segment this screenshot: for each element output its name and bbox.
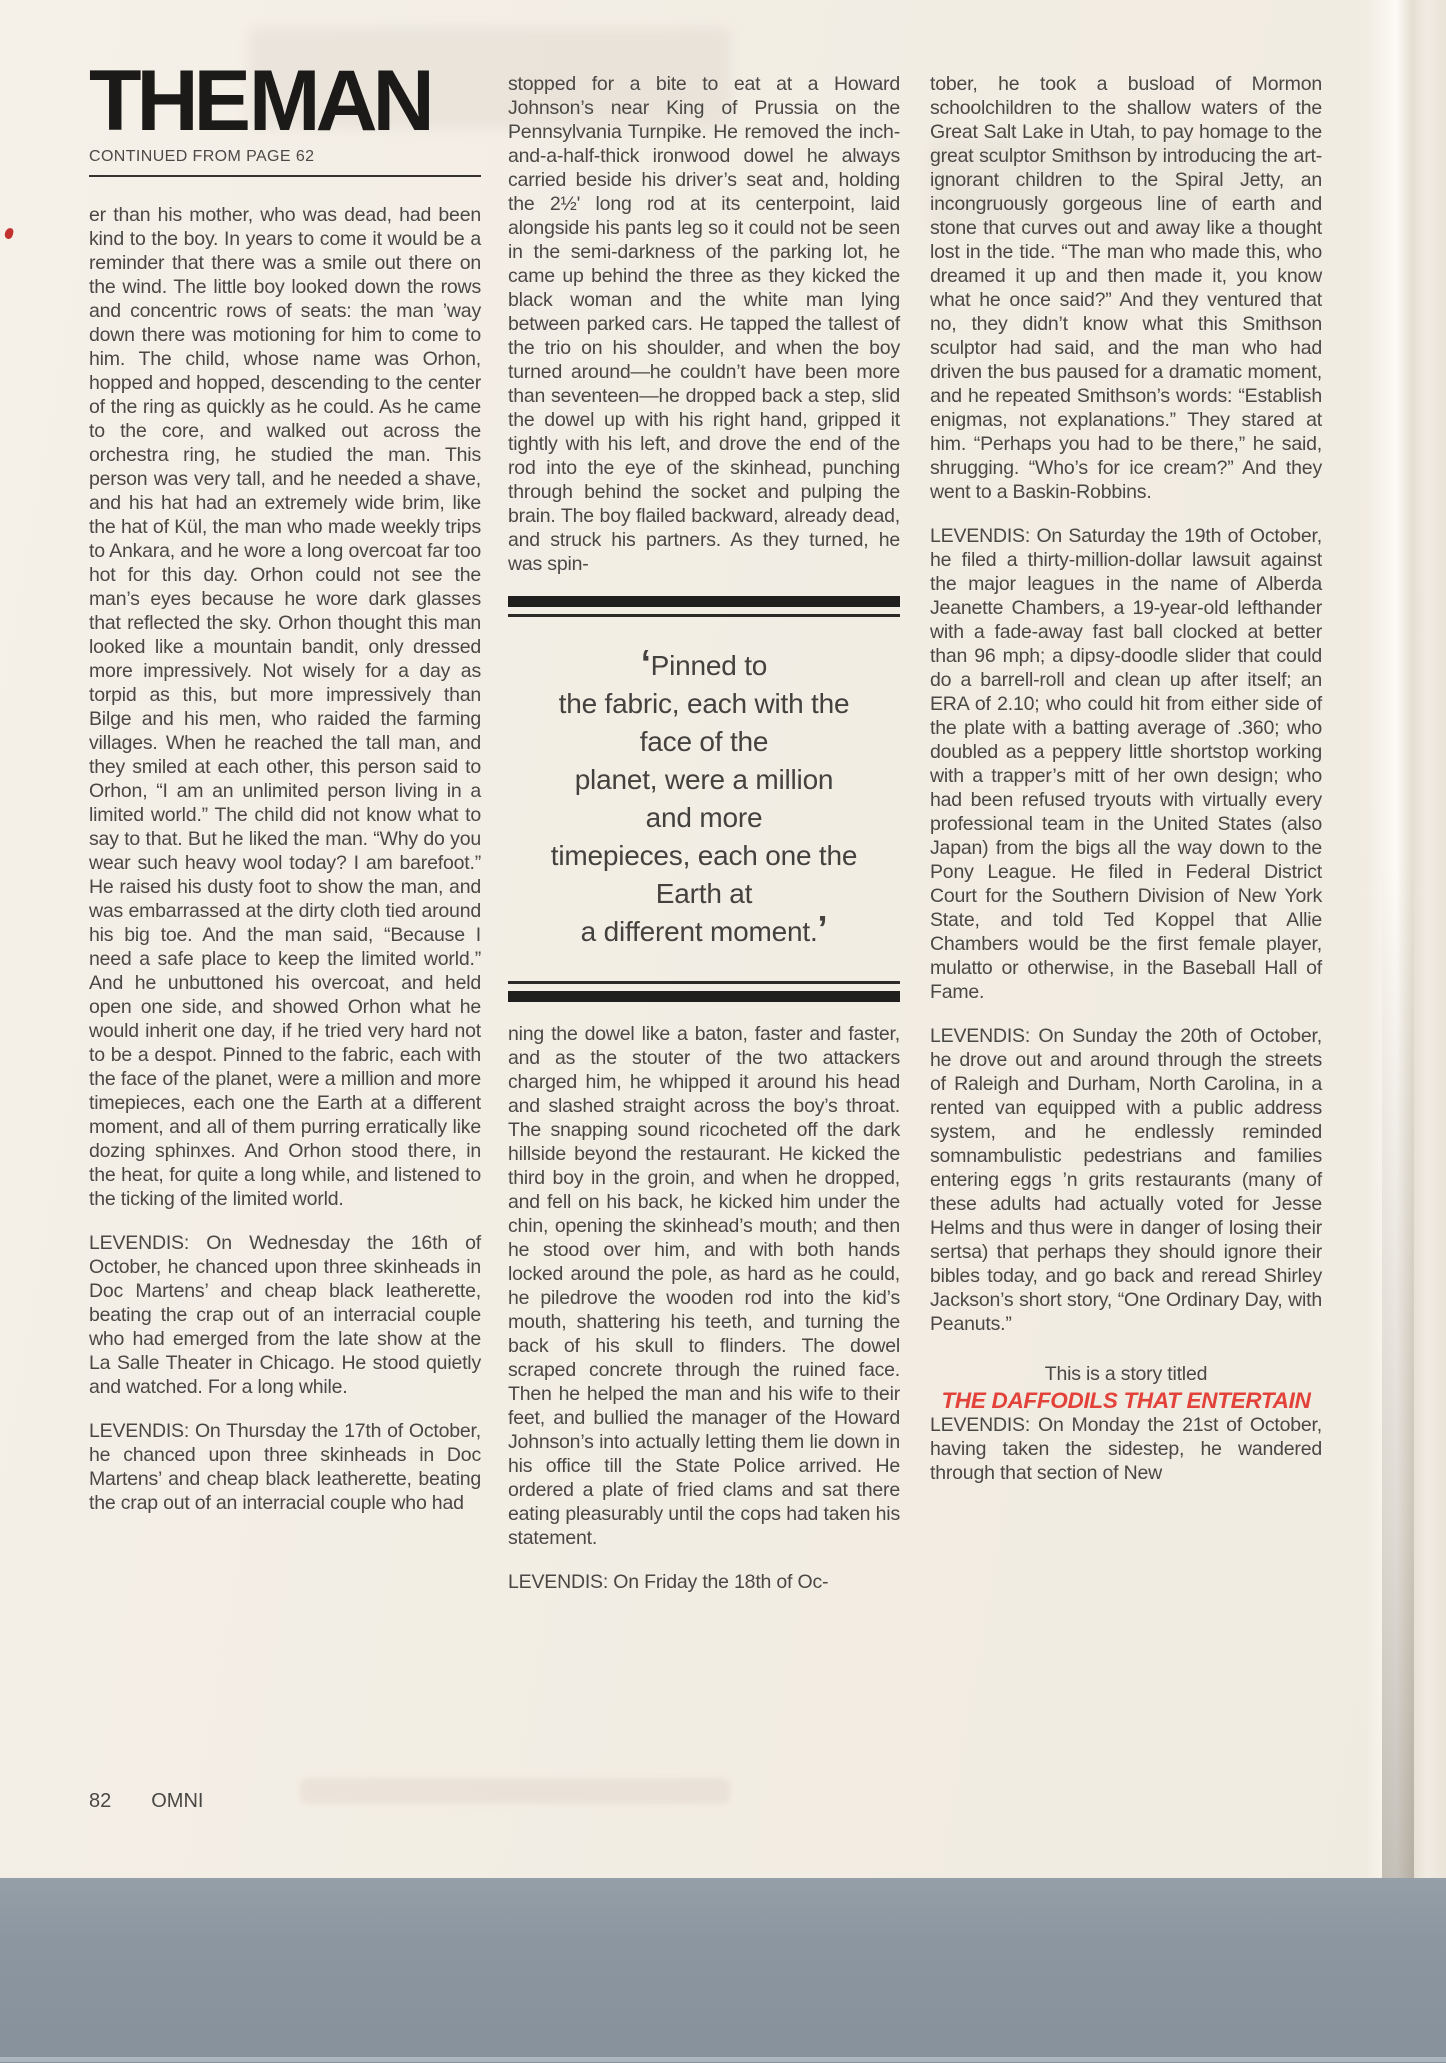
story-title: THE DAFFODILS THAT ENTERTAIN [941, 1388, 1311, 1413]
page-number: 82 [89, 1790, 112, 1812]
text-column-3 [930, 72, 1322, 1505]
thin-rule [508, 981, 900, 984]
text-column-1 [89, 203, 481, 1535]
continued-from-note: CONTINUED FROM PAGE 62 [89, 148, 315, 165]
body-paragraph: LEVENDIS: On Monday the 21st of October, having taken the sidestep, he wandered through that section of New [930, 1414, 1322, 1484]
pull-quote-line: the fabric, each with the [558, 688, 850, 719]
scanner-band-edge-line [0, 2057, 1446, 2062]
body-paragraph: ning the dowel like a baton, faster and faster, and as the stouter of the two attackers charged him, he whipped it around his head and slashed straight across the boy’s throat. The snapping sound ricocheted off the dark hillside beyond the restaurant. He kicked the third boy in the groin, and when he dropped, and fell on his back, he kicked him under the chin, opening the skinhead’s mouth; and then he stood over him, and with both hands locked around the pole, as hard as he could, he piledrove the wooden rod into the kid’s mouth, shattering his teeth, and turning the back of his skull to flinders. The dowel scraped concrete through the ruined face. Then he helped the man and his wife to their feet, and bullied the manager of the Howard Johnson’s into actually letting them lie down in his office till the State Police arrived. He ordered a plate of fried clams and sat there eating pleasurably until the cops had taken his statement. [508, 1023, 900, 1549]
open-quote-mark: ‘ [640, 642, 651, 683]
pull-quote-line: Earth at [655, 878, 753, 909]
pull-quote-line: and more [645, 802, 763, 833]
pull-quote-line: face of the [639, 726, 769, 757]
pull-quote-top-rules [508, 596, 900, 617]
pull-quote-bottom-rules [508, 981, 900, 1002]
pull-quote-line: timepieces, each one the [550, 840, 858, 871]
body-paragraph: stopped for a bite to eat at a Howard Johnson’s near King of Prussia on the Pennsylvania Turnpike. He removed the inch-and-a-half-thick ironwood dowel he always carried beside his driver’s seat and, holding the 2½' long rod at its centerpoint, laid alongside his pants leg so it could not be seen in the semi-darkness of the parking lot, he came up behind the three as they kicked the black woman and the white man lying between parked cars. He tapped the tallest of the trio on his shoulder, and when the boy turned around—he couldn’t have been more than seventeen—he dropped back a step, slid the dowel up with his right hand, gripped it tightly with his left, and drove the end of the rod into the eye of the skinhead, punching through behind the socket and pulping the brain. The boy flailed backward, already dead, and struck his partners. As they turned, he was spin- [508, 73, 900, 575]
page-gutter-shadow [1382, 860, 1414, 1878]
magazine-name: OMNI [151, 1790, 204, 1812]
pull-quote-line: ‘Pinned to [640, 642, 768, 683]
body-paragraph: er than his mother, who was dead, had been kind to the boy. In years to come it would be a reminder that there was a smile out there on the wind. The little boy looked down the rows and concentric rows of seats: the man ’way down there was motioning for him to come to him. The child, whose name was Orhon, hopped and hopped, descending to the center of the ring as quickly as he could. As he came to the core, and walked out across the orchestra ring, he studied the man. This person was very tall, and he needed a shave, and his hat had an extremely wide brim, like the hat of Kül, the man who made weekly trips to Ankara, and he wore a long overcoat far too hot for this day. Orhon could not see the man’s eyes because he wore dark glasses that reflected the sky. Orhon thought this man looked like a mountain bandit, only dressed more impressively. Not wisely for a day as torpid as this, but more impressively than Bilge and his men, who raided the farming villages. When he reached the tall man, and they smiled at each other, this person said to Orhon, “I am an unlimited person living in a limited world.” The child did not know what to say to that. But he liked the man. “Why do you wear such heavy wool today? I am barefoot.” He raised his dusty foot to show the man, and was embarrassed at the dirty cloth tied around his big toe. And the man said, “Because I need a safe place to keep the limited world.” And he unbuttoned his overcoat, and held open one side, and showed Orhon what he would inherit one day, if he tried very hard not to be a despot. Pinned to the fabric, each with the face of the planet, were a million and more timepieces, each one the Earth at a different moment, and all of them purring erratically like dozing sphinxes. And Orhon stood there, in the heat, for quite a long while, and listened to the ticking of the limited world. [89, 204, 481, 1210]
pull-quote-line: planet, were a million [574, 764, 834, 795]
body-paragraph: LEVENDIS: On Sunday the 20th of October, he drove out and around through the streets of Raleigh and Durham, North Carolina, in a rented van equipped with a public address system, and he endlessly reminded somnambulistic pedestrians and families entering eggs ’n grits restaurants (many of these adults had actually voted for Jesse Helms and thus were in danger of losing their sertsa) that perhaps they should ignore their bibles today, and go back and reread Shirley Jackson’s short story, “One Ordinary Day, with Peanuts.” [930, 1025, 1322, 1335]
article-title: THE MAN [89, 53, 430, 149]
scanner-background-band [0, 1878, 1446, 2063]
pull-quote-line: a different moment.’ [580, 908, 828, 949]
story-title-intro: This is a story titled [1044, 1363, 1208, 1385]
body-paragraph: LEVENDIS: On Wednesday the 16th of October, he chanced upon three skinheads in Doc Martens’ and cheap black leatherette, beating the crap out of an interracial couple who had emerged from the late show at the La Salle Theater in Chicago. He stood quietly and watched. For a long while. [89, 1232, 481, 1398]
bleedthrough-ghost [300, 1778, 730, 1804]
body-paragraph: tober, he took a busload of Mormon schoolchildren to the shallow waters of the Great Salt Lake in Utah, to pay homage to the great sculptor Smithson by introducing the art-ignorant children to the Spiral Jetty, an incongruously gorgeous line of earth and stone that curves out and away like a thought lost in the tide. “The man who made this, who dreamed it up and then made it, you know what he once said?” And they ventured that no, they didn’t know what this Smithson sculptor had said, and the man who had driven the bus paused for a dramatic moment, and he repeated Smithson’s words: “Establish enigmas, not explanations.” They stared at him. “Perhaps you had to be there,” he said, shrugging. “Who’s for ice cream?” And they went to a Baskin-Robbins. [930, 73, 1322, 503]
body-paragraph: LEVENDIS: On Saturday the 19th of October, he filed a thirty-million-dollar lawsuit against the major leagues in the name of Alberda Jeanette Chambers, a 19-year-old lefthander with a fade-away fast ball clocked at better than 96 mph; a dipsy-doodle slider that could do a barrell-roll and clean up after itself; an ERA of 2.10; who could hit from either side of the plate with a batting average of .360; who doubled as a peppery little shortstop working with a trapper’s mitt of her own design; who had been refused tryouts with virtually every professional team in the United States (also Japan) from the bigs all the way down to the Pony League. He filed in Federal District Court for the Southern Division of New York State, and told Ted Koppel that Allie Chambers would be the first female player, mulatto or otherwise, in the Baseball Hall of Fame. [930, 525, 1322, 1003]
close-quote-mark: ’ [817, 908, 828, 949]
header-rule [89, 175, 481, 177]
pull-quote [508, 642, 900, 951]
body-paragraph: LEVENDIS: On Friday the 18th of Oc- [508, 1571, 829, 1593]
body-paragraph: LEVENDIS: On Thursday the 17th of October, he chanced upon three skinheads in Doc Martens’ and cheap black leatherette, beating the crap out of an interracial couple who had [89, 1420, 481, 1514]
text-column-2 [508, 72, 900, 1614]
page-footer [89, 1790, 243, 1813]
thick-rule [508, 596, 900, 607]
thin-rule [508, 614, 900, 617]
thick-rule [508, 991, 900, 1002]
article-header [89, 53, 481, 177]
